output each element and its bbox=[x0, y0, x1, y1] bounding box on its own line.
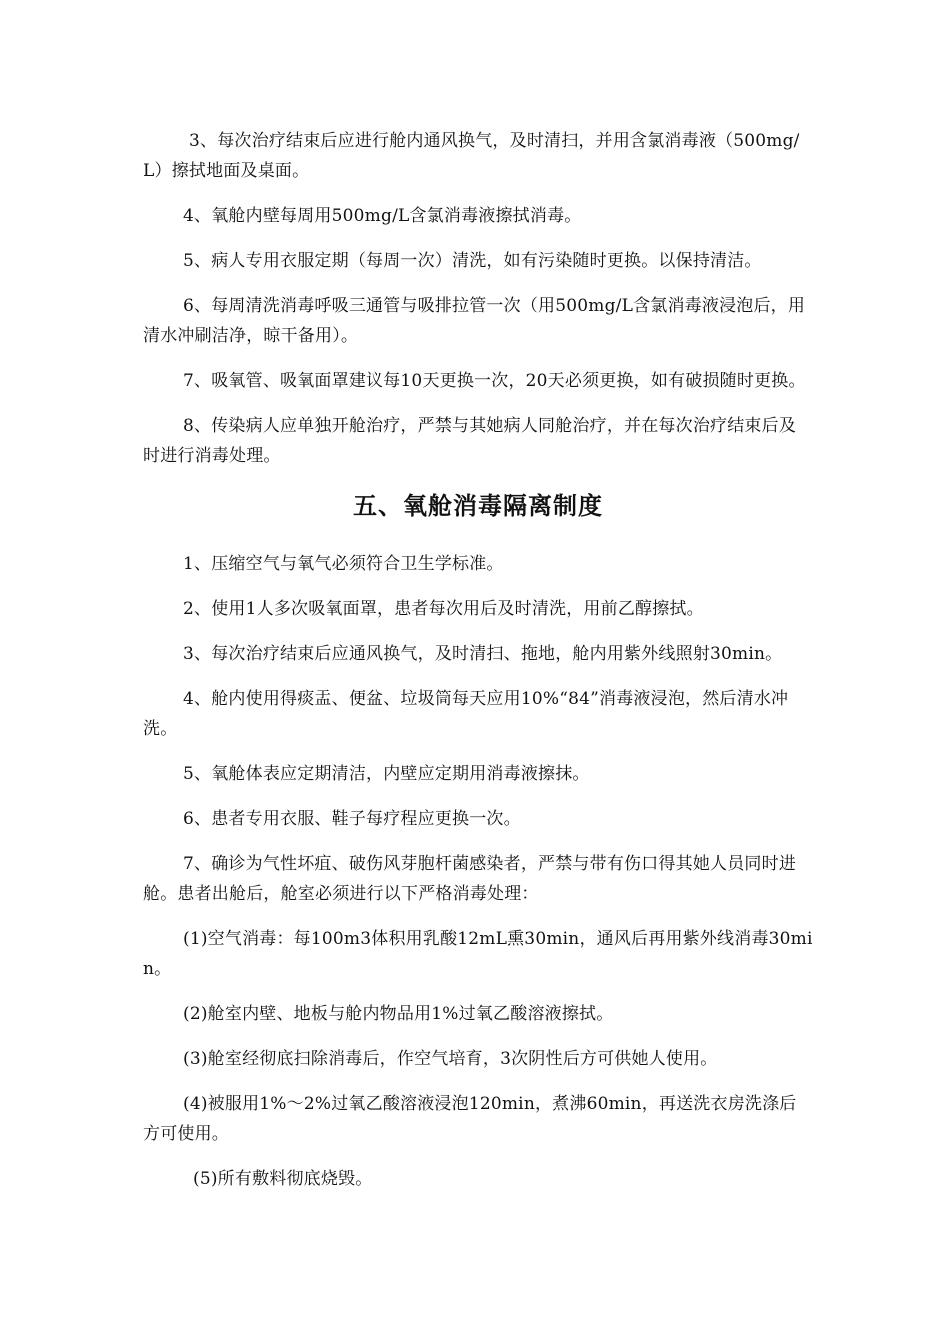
paragraph-item-3: 3、每次治疗结束后应进行舱内通风换气，及时清扫，并用含氯消毒液（500mg/L）擦拭地面及桌面。 bbox=[143, 131, 800, 181]
rule-item-5: 5、氧舱体表应定期清洁，内壁应定期用消毒液擦抹。 bbox=[183, 764, 590, 784]
sub-item-2: (2)舱室内壁、地板与舱内物品用1%过氧乙酸溶液擦拭。 bbox=[183, 1004, 614, 1024]
document-body bbox=[143, 126, 813, 1209]
rule-item-6: 6、患者专用衣服、鞋子每疗程应更换一次。 bbox=[183, 809, 521, 829]
rule-item-4: 4、舱内使用得痰盂、便盆、垃圾筒每天应用10%“84”消毒液浸泡，然后清水冲洗。 bbox=[143, 689, 789, 739]
rule-item-7: 7、确诊为气性坏疽、破伤风芽胞杆菌感染者，严禁与带有伤口得其她人员同时进舱。患者出舱后，舱室必须进行以下严格消毒处理： bbox=[143, 854, 797, 904]
paragraph-item-6: 6、每周清洗消毒呼吸三通管与吸排拉管一次（用500mg/L含氯消毒液浸泡后，用清水冲刷洁净，晾干备用）。 bbox=[143, 296, 806, 346]
sub-item-4: (4)被服用1%～2%过氧乙酸溶液浸泡120min，煮沸60min，再送洗衣房洗涤后方可使用。 bbox=[143, 1094, 797, 1144]
rule-item-2: 2、使用1人多次吸氧面罩，患者每次用后及时清洗，用前乙醇擦拭。 bbox=[183, 599, 704, 619]
section-heading: 五、氧舱消毒隔离制度 bbox=[353, 492, 603, 520]
rule-item-3: 3、每次治疗结束后应通风换气，及时清扫、拖地，舱内用紫外线照射30min。 bbox=[183, 644, 783, 664]
paragraph-item-8: 8、传染病人应单独开舱治疗，严禁与其她病人同舱治疗，并在每次治疗结束后及时进行消毒处理。 bbox=[143, 416, 797, 466]
paragraph-item-5: 5、病人专用衣服定期（每周一次）清洗，如有污染随时更换。以保持清洁。 bbox=[183, 251, 762, 271]
rule-item-1: 1、压缩空气与氧气必须符合卫生学标准。 bbox=[183, 554, 504, 574]
sub-item-3: (3)舱室经彻底扫除消毒后，作空气培育，3次阴性后方可供她人使用。 bbox=[183, 1049, 718, 1069]
sub-item-5: (5)所有敷料彻底烧毁。 bbox=[193, 1169, 373, 1189]
paragraph-item-4: 4、氧舱内壁每周用500mg/L含氯消毒液擦拭消毒。 bbox=[183, 206, 582, 226]
sub-item-1: (1)空气消毒：每100m3体积用乳酸12mL熏30min，通风后再用紫外线消毒30min。 bbox=[143, 929, 813, 979]
paragraph-item-7: 7、吸氧管、吸氧面罩建议每10天更换一次，20天必须更换，如有破损随时更换。 bbox=[183, 371, 806, 391]
